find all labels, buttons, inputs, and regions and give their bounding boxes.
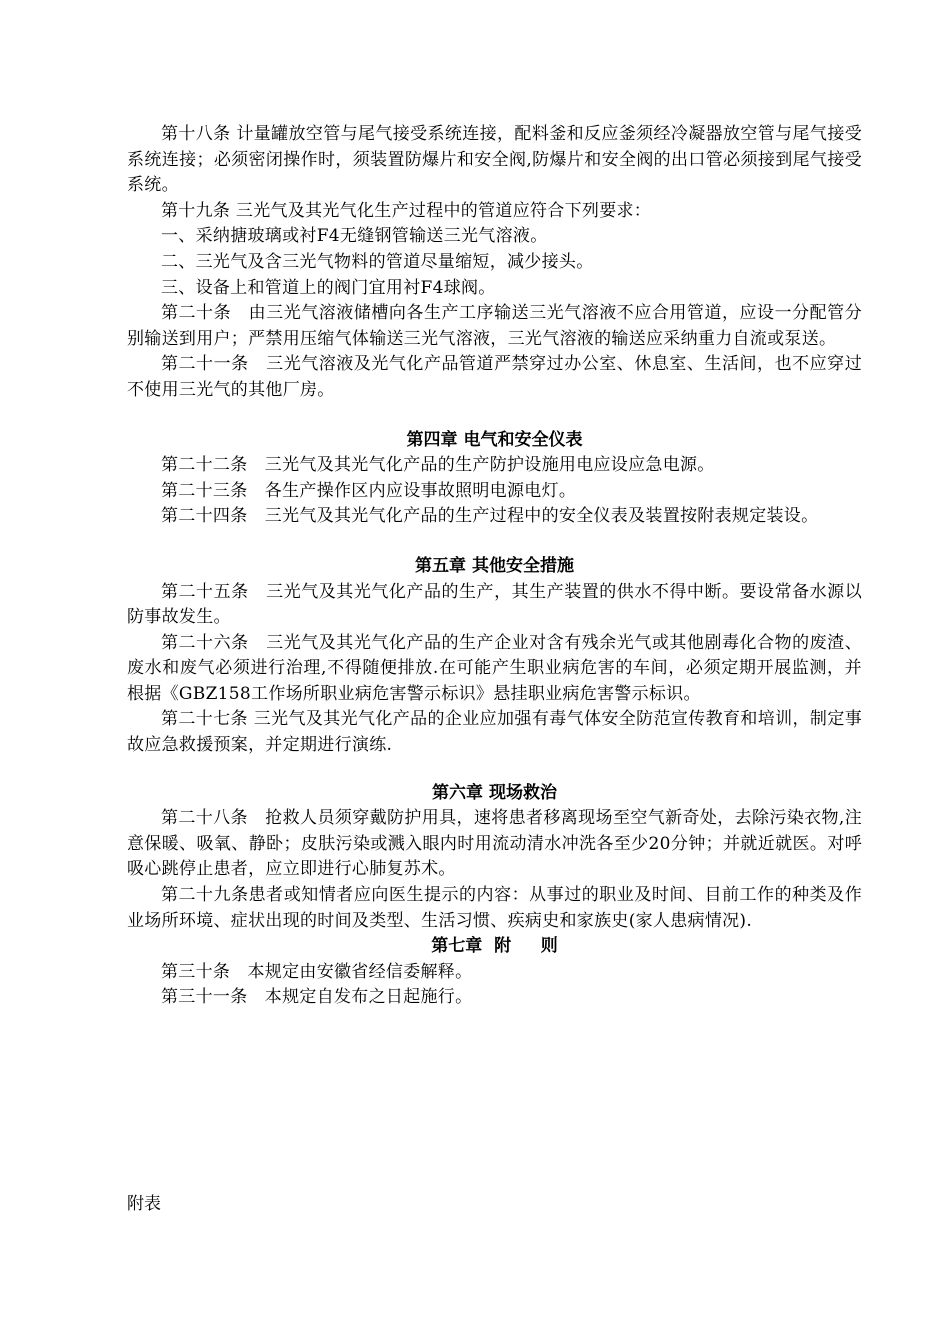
- article-19-item-3: 三、设备上和管道上的阀门宜用衬F4球阀。: [161, 277, 496, 298]
- chapter-4-heading: 第四章 电气和安全仪表: [406, 429, 583, 450]
- article-22: 第二十二条 三光气及其光气化产品的生产防护设施用电应设应急电源。: [161, 455, 715, 476]
- article-28: 第二十八条 抢救人员须穿戴防护用具，速将患者移离现场至空气新奇处，去除污染衣物,注意保暖、吸氧、静卧；皮肤污染或溅入眼内时用流动清水冲洗各至少20分钟；并就近就医。对呼吸心跳停止患者，应立即进行心肺复苏术。: [127, 808, 862, 880]
- article-19-item-2: 二、三光气及含三光气物料的管道尽量缩短，减少接头。: [161, 251, 594, 272]
- chapter-5-heading: 第五章 其他安全措施: [415, 555, 574, 576]
- article-31: 第三十一条 本规定自发布之日起施行。: [161, 987, 473, 1008]
- chapter-7-heading: 第七章 附 则: [431, 936, 558, 957]
- article-29: 第二十九条患者或知情者应向医生提示的内容：从事过的职业及时间、目前工作的种类及作业场所环境、症状出现的时间及类型、生活习惯、疾病史和家族史(家人患病情况).: [127, 885, 862, 931]
- article-25: 第二十五条 三光气及其光气化产品的生产，其生产装置的供水不得中断。要设常备水源以防事故发生。: [127, 581, 862, 628]
- article-23: 第二十三条 各生产操作区内应设事故照明电源电灯。: [161, 480, 577, 501]
- article-24: 第二十四条 三光气及其光气化产品的生产过程中的安全仪表及装置按附表规定装设。: [161, 506, 819, 527]
- chapter-6-heading: 第六章 现场救治: [432, 782, 557, 803]
- article-21: 第二十一条 三光气溶液及光气化产品管道严禁穿过办公室、休息室、生活间，也不应穿过不使用三光气的其他厂房。: [127, 354, 862, 400]
- article-19: 第十九条 三光气及其光气化生产过程中的管道应符合下列要求：: [161, 200, 652, 221]
- article-20: 第二十条 由三光气溶液储槽向各生产工序输送三光气溶液不应合用管道，应设一分配管分别输送到用户；严禁用压缩气体输送三光气溶液，三光气溶液的输送应采纳重力自流或泵送。: [127, 303, 862, 349]
- article-30: 第三十条 本规定由安徽省经信委解释。: [161, 961, 473, 982]
- article-27: 第二十七条 三光气及其光气化产品的企业应加强有毒气体安全防范宣传教育和培训，制定事故应急救援预案，并定期进行演练.: [127, 709, 862, 756]
- document-body: [127, 122, 862, 1011]
- article-26: 第二十六条 三光气及其光气化产品的生产企业对含有残余光气或其他剧毒化合物的废渣、废水和废气必须进行治理,不得随便排放.在可能产生职业病危害的车间，必须定期开展监测，并根据《GBZ158工作场所职业病危害警示标识》悬挂职业病危害警示标识。: [127, 632, 862, 704]
- article-19-item-1: 一、采纳搪玻璃或衬F4无缝钢管输送三光气溶液。: [161, 226, 548, 247]
- article-18: 第十八条 计量罐放空管与尾气接受系统连接，配料釜和反应釜须经冷凝器放空管与尾气接受系统连接；必须密闭操作时，须装置防爆片和安全阀,防爆片和安全阀的出口管必须接到尾气接受系统。: [127, 124, 862, 196]
- appendix-label: 附表: [127, 1194, 161, 1214]
